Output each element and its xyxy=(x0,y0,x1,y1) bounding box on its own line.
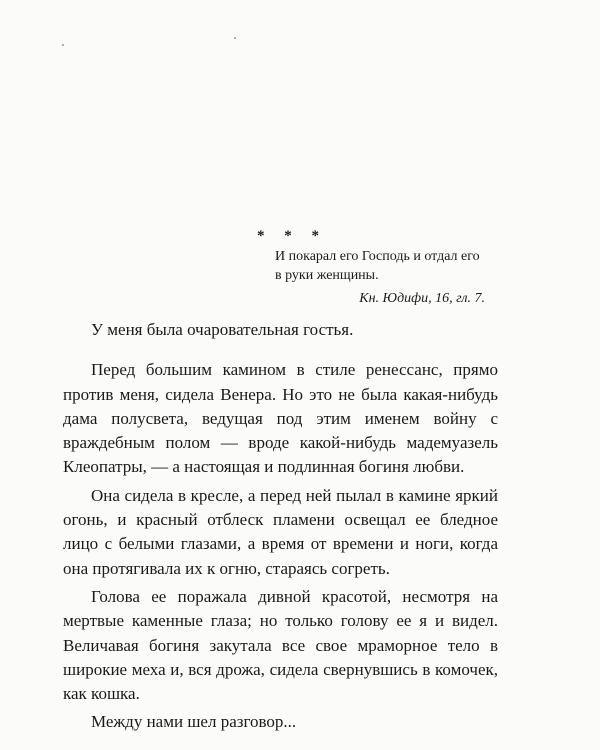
paragraph: Голова ее поражала дивной красотой, несмотря на мертвые каменные глаза; но только голову ее я и видел. Величавая богиня закутала все свое мраморное тело в широкие меха и, вся дрожа, сидела свернувшись в комочек, как кошка. xyxy=(63,586,498,704)
epigraph xyxy=(275,247,495,308)
section-separator-stars: * * * xyxy=(257,228,327,244)
epigraph-line: И покарал его Господь и отдал его xyxy=(275,249,480,264)
epigraph-source: Кн. Юдифи, 16, гл. 7. xyxy=(359,291,485,306)
scan-speck xyxy=(234,37,236,39)
paragraph: Она сидела в кресле, а перед ней пылал в камине яркий огонь, и красный отблеск пламени освещал ее бледное лицо с белыми глазами, а время от времени и ноги, когда она протягивала их к огню, стараясь согреть. xyxy=(63,485,498,578)
scan-speck xyxy=(62,44,64,46)
epigraph-line: в руки женщины. xyxy=(275,268,379,283)
paragraph: У меня была очаровательная гостья. xyxy=(91,320,354,339)
paragraph: Перед большим камином в стиле ренессанс, прямо против меня, сидела Венера. Но это не была какая-нибудь дама полусвета, ведущая под этим именем войну с враждебным полом — вроде какой-нибудь мадемуазель Клеопатры, — а настоящая и подлинная богиня любви. xyxy=(63,360,498,477)
paragraph: Между нами шел разговор... xyxy=(91,712,297,732)
chapter-body xyxy=(63,318,498,735)
